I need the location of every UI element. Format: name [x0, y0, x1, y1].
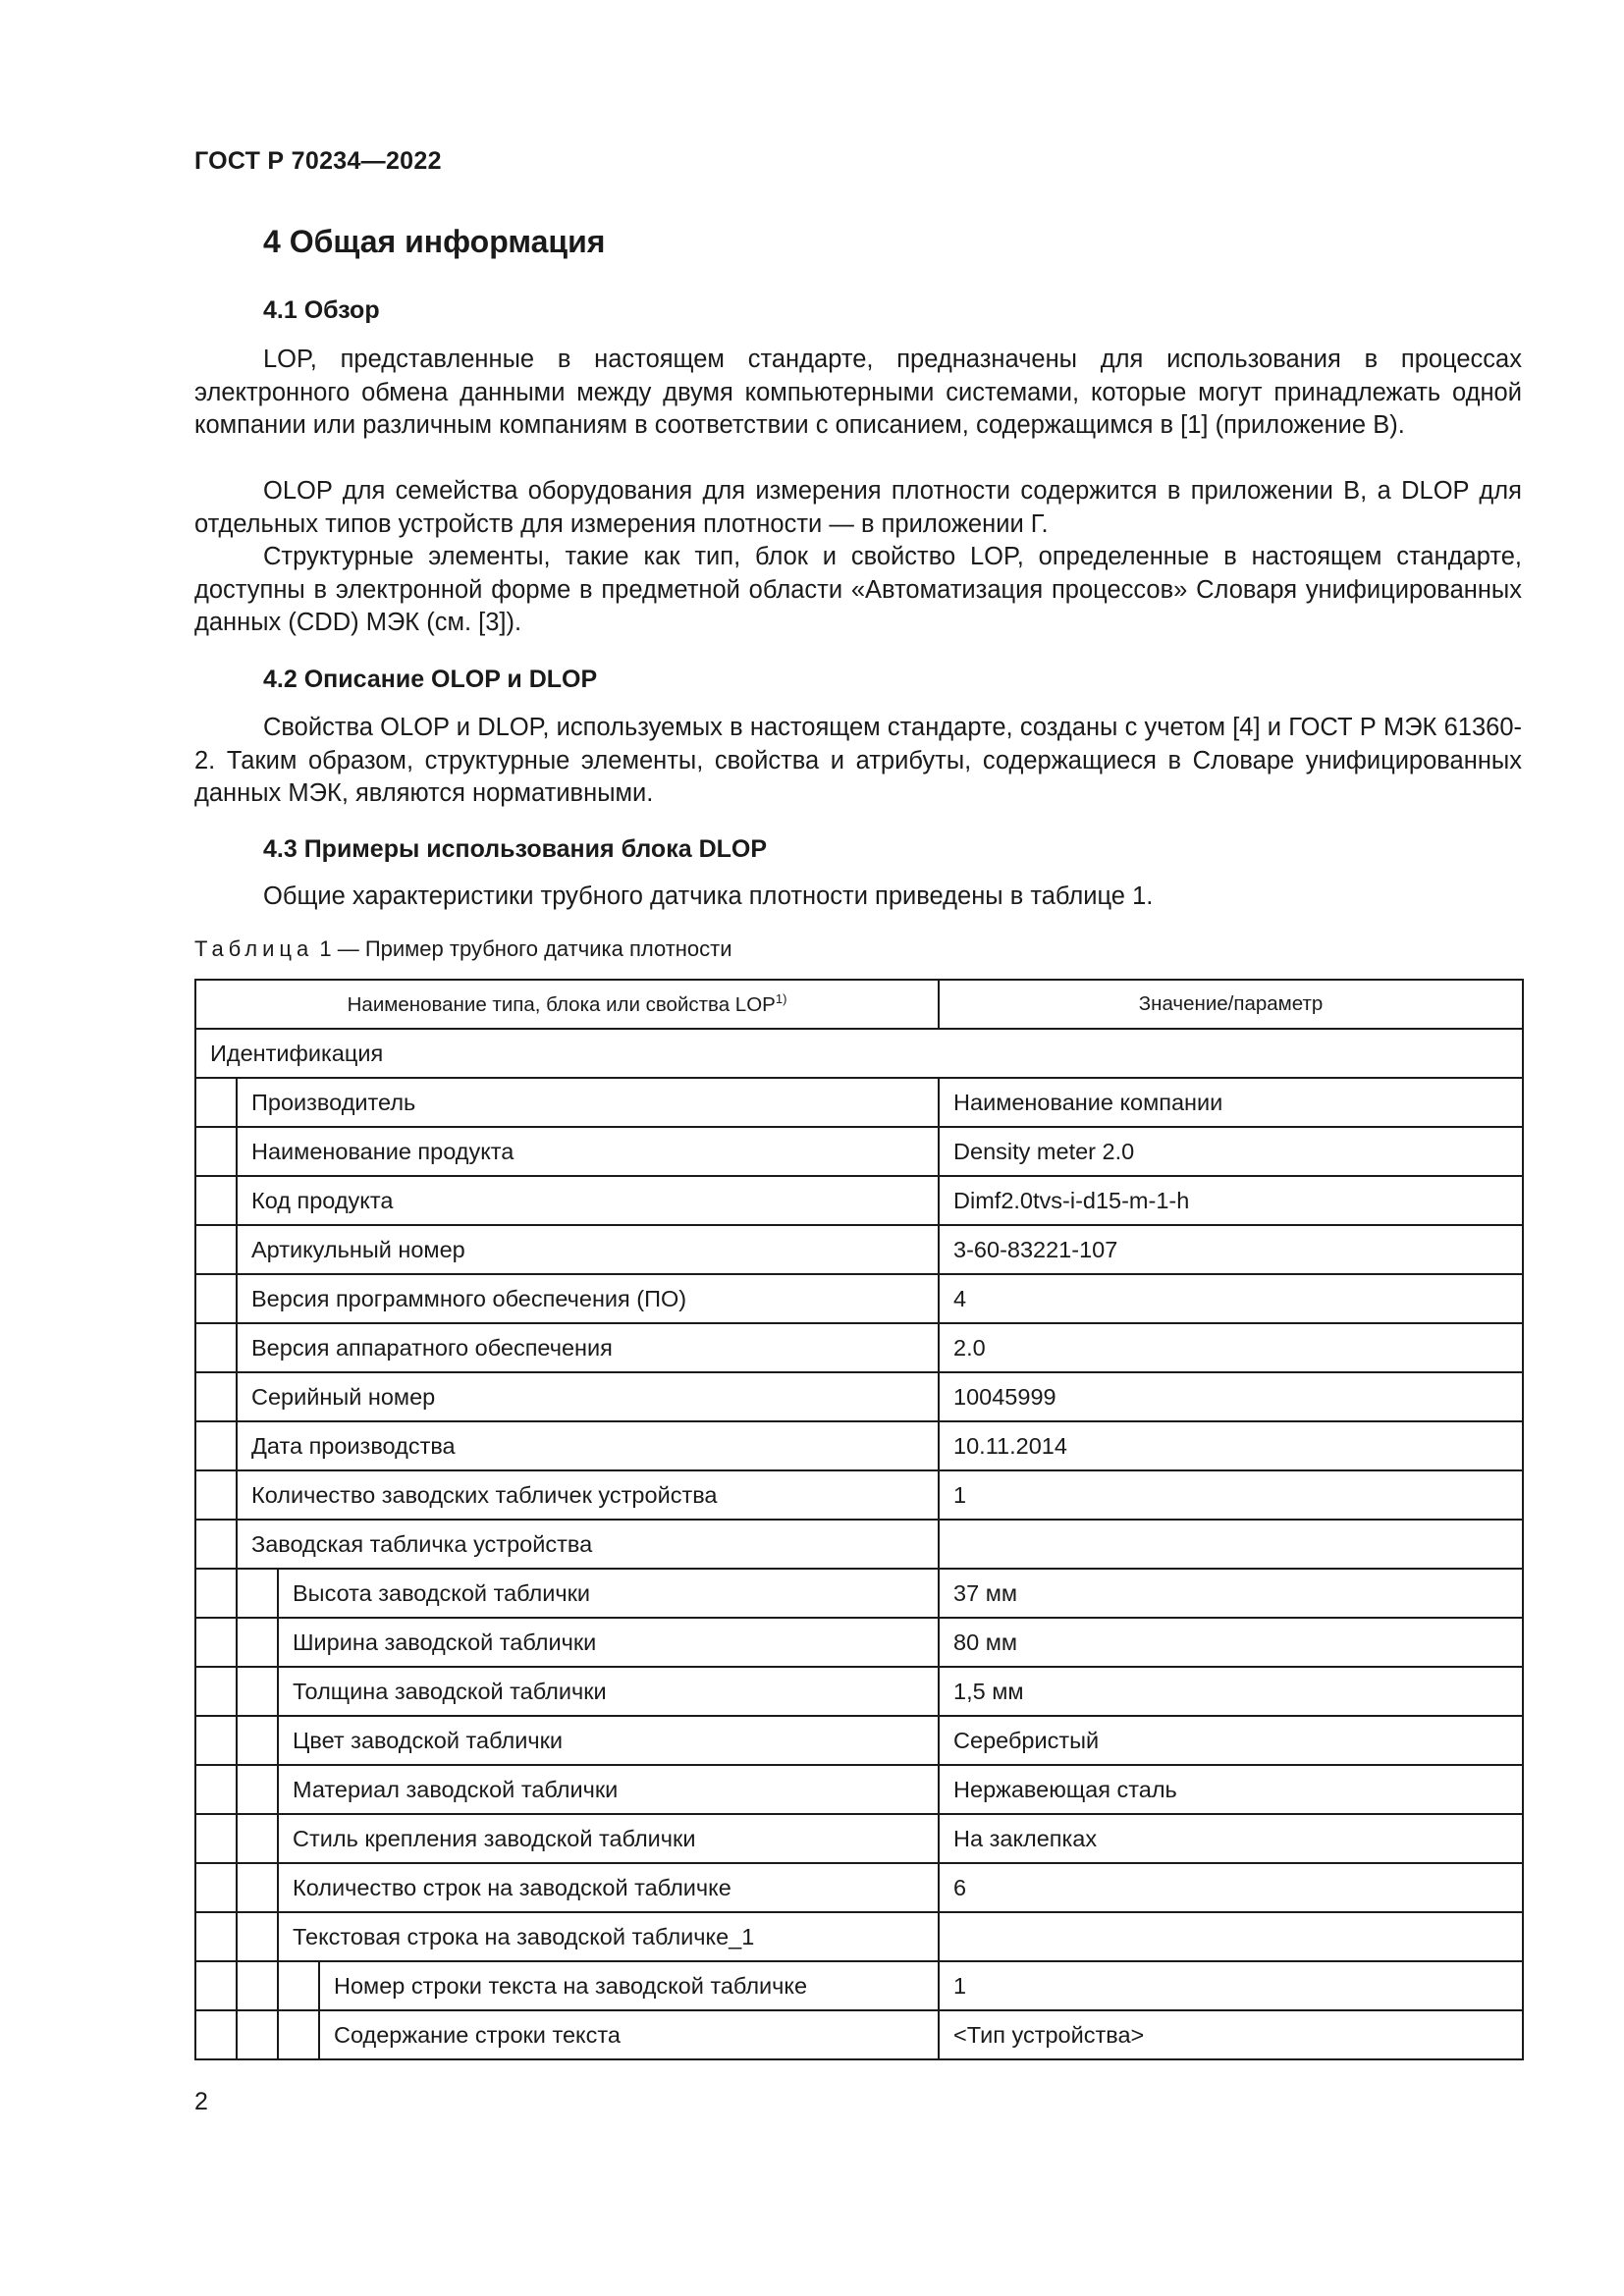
row-name: Количество строк на заводской табличке — [278, 1863, 939, 1912]
table-row — [195, 1127, 1523, 1176]
table-header-value: Значение/параметр — [939, 980, 1523, 1029]
table-row — [195, 1078, 1523, 1127]
section-4-1-title: 4.1 Обзор — [263, 296, 380, 324]
table-row — [195, 1470, 1523, 1520]
table-1 — [194, 979, 1524, 2060]
section-4-title: 4 Общая информация — [263, 224, 606, 259]
row-value: Dimf2.0tvs-i-d15-m-1-h — [939, 1176, 1523, 1225]
page-number: 2 — [194, 2088, 208, 2115]
table-row — [195, 1569, 1523, 1618]
table-row — [195, 1323, 1523, 1372]
table-row — [195, 1520, 1523, 1569]
table-row — [195, 1667, 1523, 1716]
row-value: 2.0 — [939, 1323, 1523, 1372]
row-name: Серийный номер — [237, 1372, 939, 1421]
row-value: 10.11.2014 — [939, 1421, 1523, 1470]
row-value: 1 — [939, 1961, 1523, 2010]
table-caption-label: Таблица — [194, 936, 314, 961]
document-header-code: ГОСТ Р 70234—2022 — [194, 147, 442, 175]
section-4-1-paragraph-3: Структурные элементы, такие как тип, блок и свойство LOP, определенные в настоящем стандарте, доступны в электронной форме в предметной области «Автоматизация процессов» Словаря унифицированных данных (CDD) МЭК (см. [3]). — [194, 543, 1522, 636]
row-name: Материал заводской таблички — [278, 1765, 939, 1814]
row-value: Наименование компании — [939, 1078, 1523, 1127]
row-value: Серебристый — [939, 1716, 1523, 1765]
section-4-1-paragraph-1: LOP, представленные в настоящем стандарте, предназначены для использования в процессах электронного обмена данными между двумя компьютерными системами, которые могут принадлежать одной компании или различным компаниям в соответствии с описанием, содержащимся в [1] (приложение В). — [194, 346, 1522, 439]
row-value: Density meter 2.0 — [939, 1127, 1523, 1176]
row-value — [939, 1912, 1523, 1961]
row-value: 10045999 — [939, 1372, 1523, 1421]
row-name: Текстовая строка на заводской табличке_1 — [278, 1912, 939, 1961]
table-row — [195, 1716, 1523, 1765]
table-1-caption — [194, 936, 732, 962]
row-name: Производитель — [237, 1078, 939, 1127]
row-value: 37 мм — [939, 1569, 1523, 1618]
row-name: Толщина заводской таблички — [278, 1667, 939, 1716]
row-name: Цвет заводской таблички — [278, 1716, 939, 1765]
section-4-1-paragraph-2: OLOP для семейства оборудования для измерения плотности содержится в приложении В, а DLOP для отдельных типов устройств для измерения плотности — в приложении Г. — [194, 477, 1522, 538]
row-name: Версия программного обеспечения (ПО) — [237, 1274, 939, 1323]
group-identification: Идентификация — [195, 1029, 1523, 1078]
row-name: Стиль крепления заводской таблички — [278, 1814, 939, 1863]
row-name: Номер строки текста на заводской табличке — [319, 1961, 939, 2010]
table-row — [195, 1372, 1523, 1421]
table-row — [195, 1912, 1523, 1961]
table-caption-text: 1 — Пример трубного датчика плотности — [313, 936, 732, 961]
row-name: Высота заводской таблички — [278, 1569, 939, 1618]
row-value: Нержавеющая сталь — [939, 1765, 1523, 1814]
row-value: 1,5 мм — [939, 1667, 1523, 1716]
table-row — [195, 1814, 1523, 1863]
row-name: Содержание строки текста — [319, 2010, 939, 2059]
table-header-row — [195, 980, 1523, 1029]
table-row — [195, 1421, 1523, 1470]
table-row — [195, 1863, 1523, 1912]
section-4-2-paragraph-1: Свойства OLOP и DLOP, используемых в настоящем стандарте, созданы с учетом [4] и ГОСТ Р МЭК 61360-2. Таким образом, структурные элементы, свойства и атрибуты, содержащиеся в Словаре унифицированных данных МЭК, являются нормативными. — [194, 714, 1522, 807]
table-row — [195, 1176, 1523, 1225]
row-value: <Тип устройства> — [939, 2010, 1523, 2059]
row-name: Наименование продукта — [237, 1127, 939, 1176]
row-value: На заклепках — [939, 1814, 1523, 1863]
row-name: Код продукта — [237, 1176, 939, 1225]
row-value: 3-60-83221-107 — [939, 1225, 1523, 1274]
row-name: Артикульный номер — [237, 1225, 939, 1274]
row-name: Дата производства — [237, 1421, 939, 1470]
row-name: Количество заводских табличек устройства — [237, 1470, 939, 1520]
table-row — [195, 1225, 1523, 1274]
section-4-2-title: 4.2 Описание OLOP и DLOP — [263, 666, 598, 693]
row-name: Версия аппаратного обеспечения — [237, 1323, 939, 1372]
table-row — [195, 1274, 1523, 1323]
section-4-3-title: 4.3 Примеры использования блока DLOP — [263, 835, 768, 863]
table-row — [195, 2010, 1523, 2059]
row-value: 80 мм — [939, 1618, 1523, 1667]
section-4-3-paragraph-1: Общие характеристики трубного датчика плотности приведены в таблице 1. — [263, 882, 1154, 910]
table-row — [195, 1765, 1523, 1814]
table-row — [195, 1618, 1523, 1667]
row-name: Ширина заводской таблички — [278, 1618, 939, 1667]
header-name-text: Наименование типа, блока или свойства LOP — [347, 993, 776, 1016]
row-value: 4 — [939, 1274, 1523, 1323]
row-value: 6 — [939, 1863, 1523, 1912]
table-row — [195, 1961, 1523, 2010]
row-value — [939, 1520, 1523, 1569]
row-value: 1 — [939, 1470, 1523, 1520]
footnote-marker: 1) — [775, 991, 787, 1006]
table-header-name — [195, 980, 939, 1029]
row-name: Заводская табличка устройства — [237, 1520, 939, 1569]
table-group-row — [195, 1029, 1523, 1078]
